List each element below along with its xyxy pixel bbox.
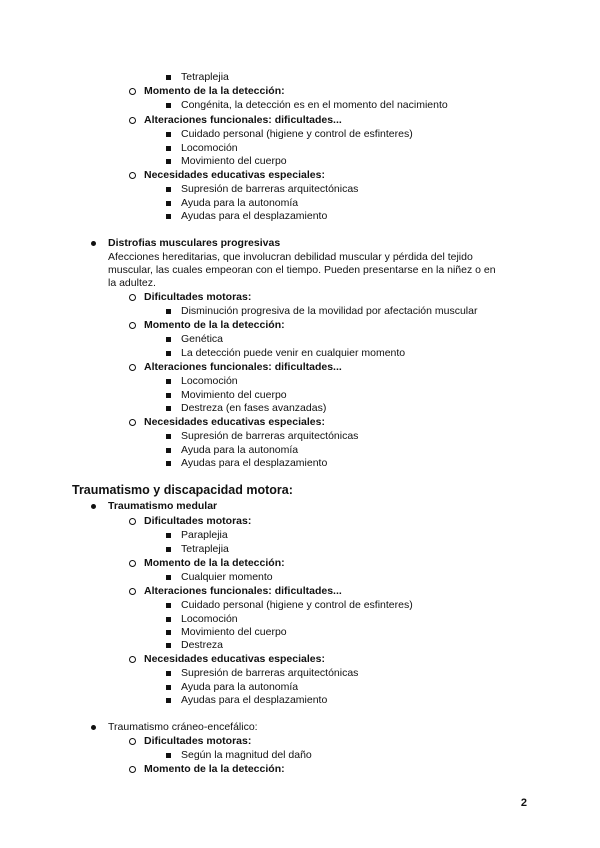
circle-bullet-icon	[129, 656, 136, 663]
section-title: Traumatismo medular	[108, 500, 218, 512]
subheading: Dificultades motoras:	[144, 735, 252, 747]
square-bullet-icon	[166, 146, 171, 151]
list-item: Ayudas para el desplazamiento	[181, 694, 328, 706]
page-number: 2	[520, 797, 527, 809]
list-item: Tetraplejia	[181, 543, 229, 555]
square-bullet-icon	[166, 603, 171, 608]
circle-bullet-icon	[129, 172, 136, 179]
square-bullet-icon	[166, 393, 171, 398]
list-item: Ayuda para la autonomía	[181, 197, 299, 209]
subheading: Necesidades educativas especiales:	[144, 416, 325, 428]
square-bullet-icon	[166, 434, 171, 439]
square-bullet-icon	[166, 533, 171, 538]
subheading: Alteraciones funcionales: dificultades...	[144, 585, 342, 597]
list-item: Destreza (en fases avanzadas)	[181, 402, 327, 414]
section-title: Traumatismo cráneo-encefálico:	[108, 721, 258, 733]
square-bullet-icon	[166, 187, 171, 192]
circle-bullet-icon	[129, 738, 136, 745]
square-bullet-icon	[166, 309, 171, 314]
list-item: Ayudas para el desplazamiento	[181, 210, 328, 222]
list-item: Locomoción	[181, 613, 238, 625]
subheading: Momento de la la detección:	[144, 319, 285, 331]
square-bullet-icon	[166, 630, 171, 635]
list-item: Ayuda para la autonomía	[181, 444, 299, 456]
square-bullet-icon	[166, 685, 171, 690]
paragraph-line: muscular, las cuales empeoran con el tiempo. Pueden presentarse en la niñez o en	[108, 264, 496, 276]
circle-bullet-icon	[129, 364, 136, 371]
subheading: Necesidades educativas especiales:	[144, 169, 325, 181]
list-item: Movimiento del cuerpo	[181, 389, 287, 401]
list-item: Disminución progresiva de la movilidad por afectación muscular	[181, 305, 478, 317]
square-bullet-icon	[166, 547, 171, 552]
list-item: Según la magnitud del daño	[181, 749, 312, 761]
circle-bullet-icon	[129, 560, 136, 567]
square-bullet-icon	[166, 448, 171, 453]
list-item: Destreza	[181, 639, 224, 651]
bullet-icon	[91, 241, 96, 246]
list-item: Locomoción	[181, 142, 238, 154]
square-bullet-icon	[166, 671, 171, 676]
section-heading: Traumatismo y discapacidad motora:	[72, 483, 293, 497]
square-bullet-icon	[166, 103, 171, 108]
subheading: Alteraciones funcionales: dificultades...	[144, 114, 342, 126]
list-item: La detección puede venir en cualquier momento	[181, 347, 406, 359]
circle-bullet-icon	[129, 766, 136, 773]
circle-bullet-icon	[129, 588, 136, 595]
list-item: Movimiento del cuerpo	[181, 155, 287, 167]
square-bullet-icon	[166, 159, 171, 164]
list-item: Locomoción	[181, 375, 238, 387]
square-bullet-icon	[166, 461, 171, 466]
circle-bullet-icon	[129, 419, 136, 426]
square-bullet-icon	[166, 132, 171, 137]
square-bullet-icon	[166, 643, 171, 648]
list-item: Supresión de barreras arquitectónicas	[181, 667, 359, 679]
circle-bullet-icon	[129, 322, 136, 329]
square-bullet-icon	[166, 406, 171, 411]
list-item: Tetraplejia	[181, 71, 229, 83]
list-item: Genética	[181, 333, 224, 345]
circle-bullet-icon	[129, 117, 136, 124]
list-item: Paraplejia	[181, 529, 228, 541]
bullet-icon	[91, 725, 96, 730]
paragraph-line: la adultez.	[108, 277, 156, 289]
subheading: Momento de la la detección:	[144, 85, 285, 97]
square-bullet-icon	[166, 575, 171, 580]
circle-bullet-icon	[129, 518, 136, 525]
list-item: Cuidado personal (higiene y control de esfinteres)	[181, 599, 413, 611]
circle-bullet-icon	[129, 294, 136, 301]
subheading: Momento de la la detección:	[144, 557, 285, 569]
square-bullet-icon	[166, 351, 171, 356]
section-title: Distrofias musculares progresivas	[108, 237, 281, 249]
list-item: Cualquier momento	[181, 571, 273, 583]
subheading: Momento de la la detección:	[144, 763, 285, 775]
square-bullet-icon	[166, 214, 171, 219]
square-bullet-icon	[166, 753, 171, 758]
list-item: Supresión de barreras arquitectónicas	[181, 430, 359, 442]
square-bullet-icon	[166, 337, 171, 342]
paragraph-line: Afecciones hereditarias, que involucran debilidad muscular y pérdida del tejido	[108, 251, 473, 263]
subheading: Necesidades educativas especiales:	[144, 653, 325, 665]
list-item: Congénita, la detección es en el momento del nacimiento	[181, 99, 448, 111]
list-item: Ayuda para la autonomía	[181, 681, 299, 693]
subheading: Dificultades motoras:	[144, 515, 252, 527]
list-item: Ayudas para el desplazamiento	[181, 457, 328, 469]
subheading: Alteraciones funcionales: dificultades...	[144, 361, 342, 373]
subheading: Dificultades motoras:	[144, 291, 252, 303]
bullet-icon	[91, 504, 96, 509]
square-bullet-icon	[166, 698, 171, 703]
list-item: Movimiento del cuerpo	[181, 626, 287, 638]
square-bullet-icon	[166, 201, 171, 206]
circle-bullet-icon	[129, 88, 136, 95]
list-item: Supresión de barreras arquitectónicas	[181, 183, 359, 195]
square-bullet-icon	[166, 75, 171, 80]
list-item: Cuidado personal (higiene y control de esfinteres)	[181, 128, 413, 140]
square-bullet-icon	[166, 379, 171, 384]
square-bullet-icon	[166, 617, 171, 622]
